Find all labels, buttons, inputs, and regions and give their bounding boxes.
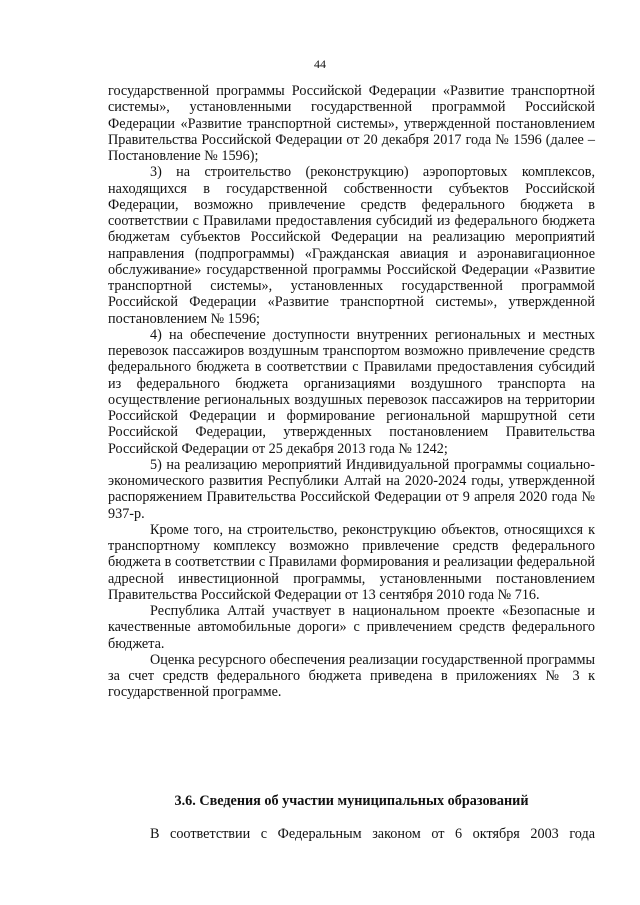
paragraph-national-project: Республика Алтай участвует в национальном проекте «Безопасные и качественные автомобильные дороги» с привлечением средств федерального бюджета. [108,603,595,652]
section-first-line: В соответствии с Федеральным законом от 6 октября 2003 года [150,826,595,842]
paragraph-item-3: 3) на строительство (реконструкцию) аэропортовых комплексов, находящихся в государственной собственности субъектов Российской Федерации, возможно привлечение средств федерального бюджета в соответствии с Правилами предоставления субсидий из федерального бюджета бюджетам субъектов Российской Федерации на реализацию мероприятий направления (подпрограммы) «Гражданская авиация и аэронавигационное обслуживание» государственной программы Российской Федерации «Развитие транспортной системы», установленных государственной программой Российской Федерации «Развитие транспортной системы», утвержденной постановлением № 1596; [108,164,595,327]
paragraph-resource-assessment: Оценка ресурсного обеспечения реализации государственной программы за счет средств федерального бюджета приведена в приложениях № 3 к государственной программе. [108,651,595,701]
paragraph-item-4: 4) на обеспечение доступности внутренних региональных и местных перевозок пассажиров воздушным транспортом возможно привлечение средств федерального бюджета в соответствии с Правилами предоставления субсидий из федерального бюджета организациями воздушного транспорта на осуществление региональных воздушных перевозок пассажиров на территории Российской Федерации и формирование региональной маршрутной сети Российской Федерации, утвержденных постановлением Правительства Российской Федерации от 25 декабря 2013 года № 1242; [108,326,595,457]
paragraph-continuation: государственной программы Российской Федерации «Развитие транспортной системы», установленными государственной программой Российской Федерации «Развитие транспортной системы», утвержденной постановлением Правительства Российской Федерации от 20 декабря 2017 года № 1596 (далее – Постановление № 1596); [108,83,595,164]
paragraph-addition: Кроме того, на строительство, реконструкцию объектов, относящихся к транспортному комплексу возможно привлечение средств федерального бюджета в соответствии с Правилами формирования и реализации федеральной адресной инвестиционной программы, установленными постановлением Правительства Российской Федерации от 13 сентября 2010 года № 716. [108,521,595,603]
section-heading: 3.6. Сведения об участии муниципальных образований [174,793,529,809]
paragraph-item-5: 5) на реализацию мероприятий Индивидуальной программы социально-экономического развития Республики Алтай на 2020-2024 годы, утвержденной распоряжением Правительства Российской Федерации от 9 апреля 2020 года № 937-р. [108,456,595,522]
body-text [108,83,595,701]
page-number: 44 [314,57,326,71]
